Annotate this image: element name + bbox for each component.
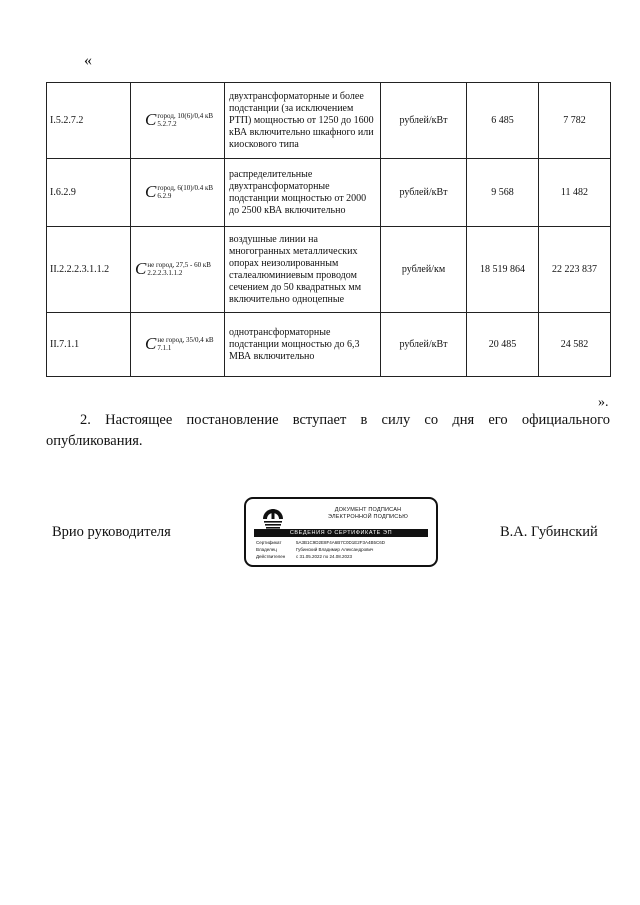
rate-code: I.6.2.9 — [47, 159, 131, 227]
table-row — [47, 159, 611, 227]
rate-unit: рублей/км — [381, 227, 467, 313]
rate-description: воздушные линии на многогранных металлических опорах неизолированным сталеалюминиевым проводом сечением до 50 квадратных мм включительно одноцепные — [225, 227, 381, 313]
rate-value-2: 7 782 — [539, 83, 611, 159]
closing-quote: ». — [598, 395, 609, 410]
formula-superscript: не город, 35/0,4 кВ — [157, 336, 214, 344]
resolution-paragraph — [46, 410, 610, 452]
rate-code: II.2.2.2.3.1.1.2 — [47, 227, 131, 313]
table-row — [47, 83, 611, 159]
rate-formula: C не город, 27,5 - 60 кВ 2.2.2.3.1.1.2 — [131, 227, 225, 313]
stamp-validity-row: Действителен с 31.05.2022 по 24.08.2023 — [256, 554, 352, 559]
rate-code: II.7.1.1 — [47, 313, 131, 377]
paragraph-number: 2. — [80, 412, 91, 428]
formula-subscript: 7.1.1 — [157, 344, 172, 352]
rate-formula: C город, 10(6)/0,4 кВ 5.2.7.2 — [131, 83, 225, 159]
opening-quote: « — [84, 52, 92, 69]
emblem-icon — [261, 505, 285, 531]
stamp-subheading: ЭЛЕКТРОННОЙ ПОДПИСЬЮ — [327, 514, 409, 520]
rate-value-2: 22 223 837 — [539, 227, 611, 313]
stamp-owner-row: Владелец Губинский Владимир Александрович — [256, 547, 374, 552]
tariff-table — [46, 82, 611, 377]
table-row — [47, 227, 611, 313]
rate-formula: C не город, 35/0,4 кВ 7.1.1 — [131, 313, 225, 377]
rate-value-1: 18 519 864 — [467, 227, 539, 313]
stamp-heading: ДОКУМЕНТ ПОДПИСАН — [334, 507, 402, 513]
rate-value-1: 20 485 — [467, 313, 539, 377]
electronic-signature-stamp — [244, 497, 438, 567]
table-row — [47, 313, 611, 377]
rate-description: распределительные двухтрансформаторные подстанции мощностью от 2000 до 2500 кВА включительно — [225, 159, 381, 227]
formula-superscript: город, 10(6)/0,4 кВ — [157, 112, 214, 120]
rate-unit: рублей/кВт — [381, 159, 467, 227]
rate-unit: рублей/кВт — [381, 83, 467, 159]
rate-description: двухтрансформаторные и более подстанции (за исключением РТП) мощностью от 1250 до 1600 кВА включительно шкафного или киоскового типа — [225, 83, 381, 159]
rate-value-2: 24 582 — [539, 313, 611, 377]
rate-value-1: 6 485 — [467, 83, 539, 159]
paragraph-text: Настоящее постановление вступает в силу со дня его официального опубликования. — [46, 412, 610, 449]
formula-subscript: 5.2.7.2 — [157, 120, 177, 128]
formula-superscript: не город, 27,5 - 60 кВ — [147, 261, 211, 269]
signatory-title: Врио руководителя — [52, 524, 171, 540]
rate-formula: C город, 6(10)/0.4 кВ 6.2.9 — [131, 159, 225, 227]
rate-value-1: 9 568 — [467, 159, 539, 227]
stamp-certificate-row: Сертификат 5A3B1C9D2E8F4A6B7C0D1E2F3A4B5C6D — [256, 540, 386, 545]
rate-code: I.5.2.7.2 — [47, 83, 131, 159]
formula-superscript: город, 6(10)/0.4 кВ — [157, 184, 214, 192]
signatory-name: В.А. Губинский — [500, 524, 598, 540]
rate-unit: рублей/кВт — [381, 313, 467, 377]
stamp-certificate-bar: СВЕДЕНИЯ О СЕРТИФИКАТЕ ЭП — [254, 529, 428, 537]
rate-description: однотрансформаторные подстанции мощностью до 6,3 МВА включительно — [225, 313, 381, 377]
formula-subscript: 2.2.2.3.1.1.2 — [147, 269, 183, 277]
rate-value-2: 11 482 — [539, 159, 611, 227]
formula-subscript: 6.2.9 — [157, 192, 172, 200]
